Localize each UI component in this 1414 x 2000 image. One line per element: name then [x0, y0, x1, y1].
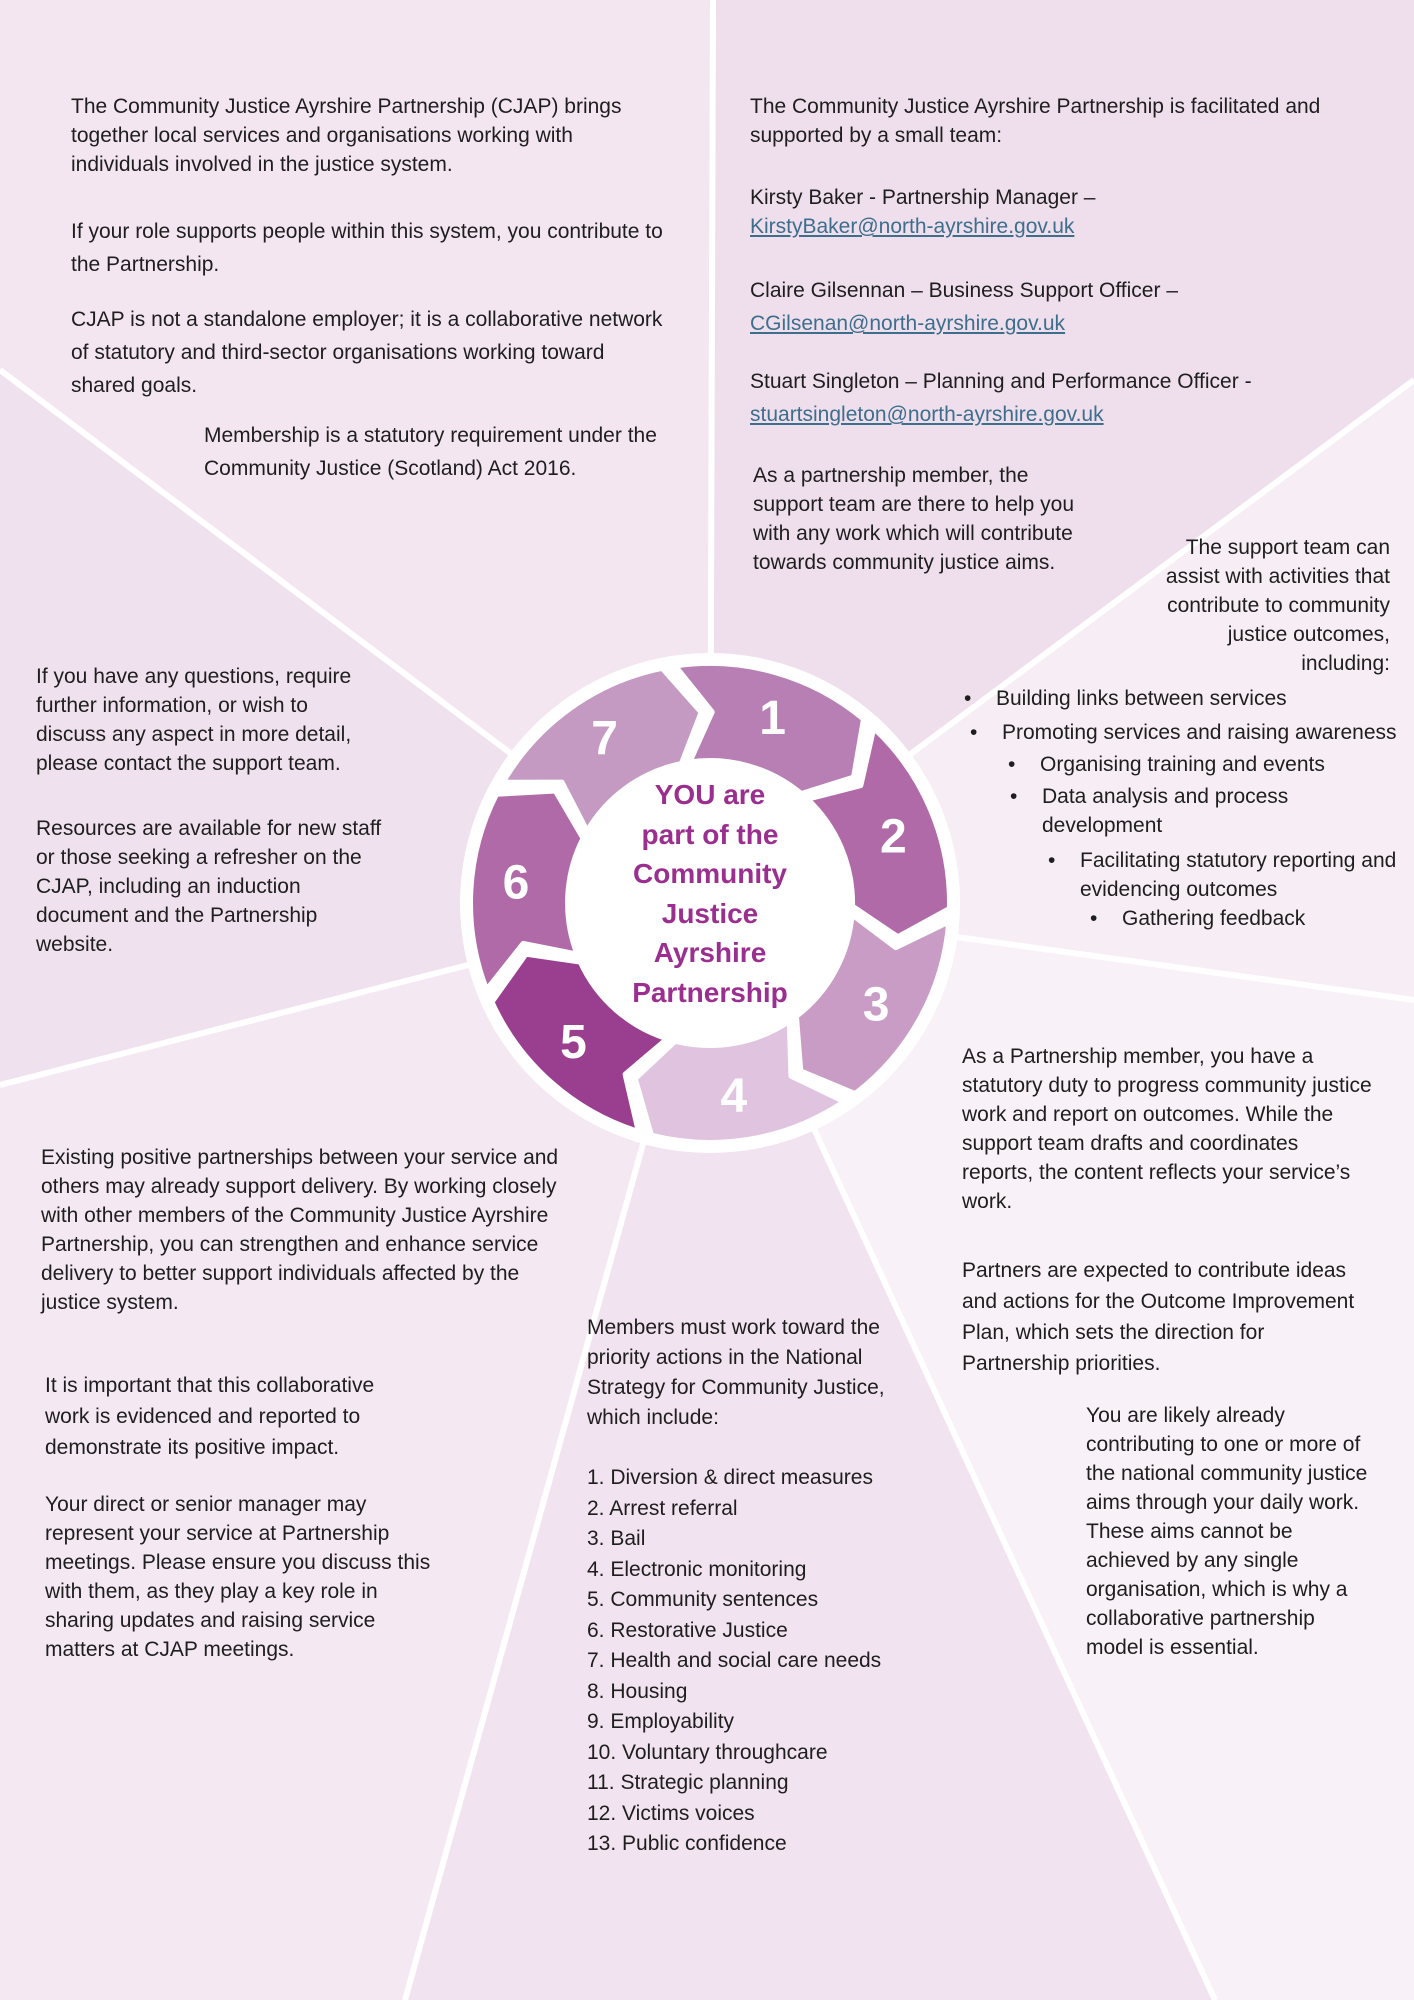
wheel-number-5: 5	[560, 1015, 587, 1069]
team-member-3	[750, 365, 1370, 431]
manager-text: Your direct or senior manager may represent your service at Partnership meetings. Please ensure you discuss this with them, as they play a key role in sharing updates and raising service matters at CJAP meetings.	[45, 1493, 431, 1661]
intro-paragraph-1: The Community Justice Ayrshire Partnership (CJAP) brings together local services and organisations working with individuals involved in the justice system.	[71, 95, 622, 176]
team-member-2	[750, 274, 1370, 340]
membership-text: Membership is a statutory requirement under the Community Justice (Scotland) Act 2016.	[204, 424, 657, 480]
strategy-item: 1. Diversion & direct measures	[587, 1466, 873, 1489]
wheel-number-1: 1	[759, 691, 786, 745]
team-member-1	[750, 183, 1370, 241]
assist-list	[964, 684, 1400, 933]
strategy-item: 9. Employability	[587, 1710, 735, 1733]
wheel-center-line: Ayrshire	[653, 937, 767, 968]
assist-item: • Gathering feedback	[1090, 907, 1306, 930]
wheel-center-line: Justice	[661, 897, 759, 929]
assist-item: • Facilitating statutory reporting and evidencing outcomes	[1048, 849, 1397, 901]
strategy-list	[587, 1463, 927, 1860]
assist-item: • Data analysis and process development	[1010, 785, 1289, 837]
resources-text: Resources are available for new staff or those seeking a refresher on the CJAP, including an induction document and the Partnership website.	[36, 817, 382, 956]
strategy-item: 12. Victims voices	[587, 1801, 755, 1825]
intro-block	[71, 92, 681, 402]
strategy-item: 7. Health and social care needs	[587, 1649, 882, 1672]
strategy-item: 2. Arrest referral	[587, 1496, 738, 1520]
assist-item: • Promoting services and raising awareness	[970, 721, 1397, 744]
wheel-number-3: 3	[862, 978, 890, 1032]
team-member-1-role: Kirsty Baker - Partnership Manager –	[750, 186, 1096, 209]
team-member-3-role: Stuart Singleton – Planning and Performance Officer -	[750, 370, 1252, 393]
assist-item: • Organising training and events	[1008, 753, 1325, 776]
wheel-number-6: 6	[502, 856, 530, 910]
team-member-2-email-link[interactable]: CGilsenan@north-ayrshire.gov.uk	[750, 312, 1066, 335]
wheel-center-text	[610, 775, 810, 1012]
questions-text: If you have any questions, require further information, or wish to discuss any aspect in more detail, please contact the support team.	[36, 665, 352, 775]
team-block	[750, 92, 1370, 431]
team-help-text: As a partnership member, the support team are there to help you with any work which will contribute towards community justice aims.	[753, 464, 1075, 574]
intro-paragraph-2: If your role supports people within this system, you contribute to the Partnership.	[71, 220, 663, 276]
wheel-number-4: 4	[720, 1070, 748, 1123]
wheel-center-line: Community	[633, 858, 787, 889]
strategy-item: 13. Public confidence	[587, 1832, 787, 1855]
team-member-1-email-link[interactable]: KirstyBaker@north-ayrshire.gov.uk	[750, 215, 1075, 238]
strategy-item: 3. Bail	[587, 1527, 646, 1550]
team-member-3-email-link[interactable]: stuartsingleton@north-ayrshire.gov.uk	[750, 403, 1104, 426]
strategy-item: 6. Restorative Justice	[587, 1618, 788, 1642]
strategy-item: 8. Housing	[587, 1679, 688, 1703]
strategy-item: 5. Community sentences	[587, 1588, 819, 1611]
statutory-duty-text: As a Partnership member, you have a statutory duty to progress community justice work and report on outcomes. While the support team drafts and coordinates reports, the content reflects your service’s work.	[962, 1045, 1372, 1213]
team-intro: The Community Justice Ayrshire Partnership is facilitated and supported by a small team:	[750, 95, 1321, 147]
strategy-item: 11. Strategic planning	[587, 1771, 789, 1794]
strategy-item: 10. Voluntary throughcare	[587, 1740, 828, 1764]
assist-intro: The support team can assist with activities that contribute to community justice outcomes, including:	[1165, 536, 1390, 675]
national-aims-text: You are likely already contributing to one or more of the national community justice aims through your daily work. These aims cannot be achieved by any single organisation, which is why a collaborative partnership model is essential.	[1086, 1404, 1368, 1659]
wheel-number-2: 2	[880, 810, 907, 864]
wheel-center-line: YOU are	[654, 779, 766, 810]
oip-text: Partners are expected to contribute ideas and actions for the Outcome Improvement Plan, which sets the direction for Partnership priorities.	[962, 1259, 1355, 1375]
strategy-intro: Members must work toward the priority actions in the National Strategy for Community Justice, which include:	[587, 1316, 885, 1429]
partnerships-text: Existing positive partnerships between your service and others may already support delivery. By working closely with other members of the Community Justice Ayrshire Partnership, you can strengthen and enhance service delivery to better support individuals affected by the justice system.	[41, 1146, 559, 1314]
wheel-center-line: part of the	[641, 818, 779, 850]
wheel-center-line: Partnership	[632, 976, 788, 1008]
intro-paragraph-3: CJAP is not a standalone employer; it is a collaborative network of statutory and third-sector organisations working toward shared goals.	[71, 308, 663, 397]
team-member-2-role: Claire Gilsennan – Business Support Officer –	[750, 279, 1178, 302]
strategy-item: 4. Electronic monitoring	[587, 1557, 807, 1581]
wheel-number-7: 7	[591, 712, 618, 766]
evidence-text: It is important that this collaborative work is evidenced and reported to demonstrate its positive impact.	[45, 1374, 375, 1459]
assist-item: • Building links between services	[964, 687, 1287, 710]
